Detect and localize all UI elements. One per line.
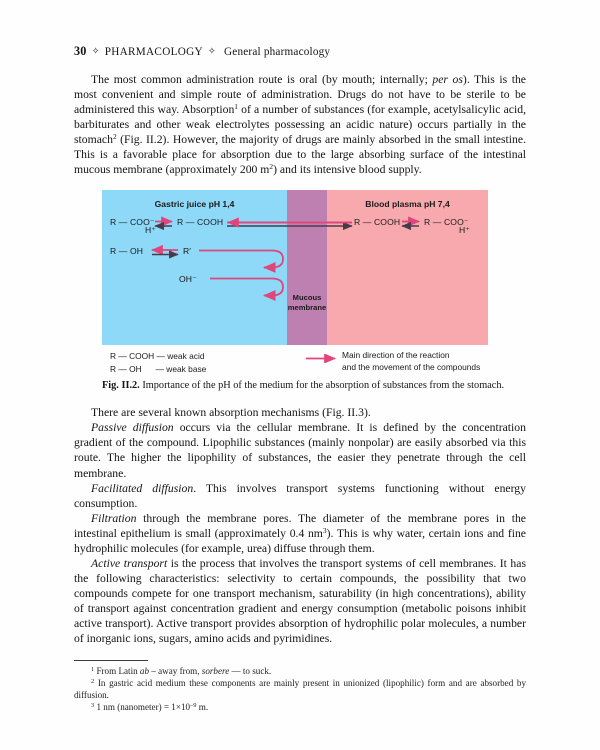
p6-text: is the process that involves the transport systems of cell membranes. It has the following characteristics: selectivity to certain compounds, the possibility that two compounds compete for one transport mechanism, saturability (in high concentrations), ability of transport against concentration gradient and energy consumption (metabolic poisons inhibit active transport). Active transport provides absorption of hydrophilic polar molecules, a number of inorganic ions, sugars, amino acids and pyrimidines. bbox=[74, 556, 526, 646]
p1-part-e: ) and its intensive blood supply. bbox=[273, 163, 422, 177]
p1-italic-per-os: per os bbox=[432, 73, 463, 86]
superscript-square-meters: 2 bbox=[269, 162, 274, 172]
chem-left-rprime: R′ bbox=[183, 245, 192, 256]
figure-ii-2 bbox=[74, 190, 526, 392]
footnote-3 bbox=[74, 702, 526, 714]
term-filtration: Filtration bbox=[91, 511, 137, 525]
panel-title-plasma: Blood plasma pH 7,4 bbox=[365, 199, 450, 210]
footnote-1-italic-sorbere: sorbere bbox=[201, 666, 230, 676]
p5-text-a: through the membrane pores. The diameter of the membrane pores in the intestinal epithelium is small (approximately 0.4 nm bbox=[74, 511, 526, 540]
footnote-rule bbox=[74, 660, 148, 661]
chem-right-acid: R — COOH bbox=[354, 217, 401, 228]
legend-arrow-line2: and the movement of the compounds bbox=[342, 361, 481, 372]
footnote-2-marker: 2 bbox=[91, 677, 95, 685]
membrane-label-line2: membrane bbox=[287, 302, 327, 312]
figure-legend bbox=[102, 350, 488, 376]
footnote-3-exponent: –9 bbox=[190, 701, 197, 709]
footnote-1-a: From Latin bbox=[94, 666, 140, 676]
footnote-3-marker: 3 bbox=[91, 701, 95, 709]
diagram-arrows bbox=[102, 190, 488, 345]
p1-part-b: ). This is the most convenient and simple route of administration. Drugs do not have to be sterile to be administered this way. Absorption bbox=[74, 73, 526, 117]
footnotes-block bbox=[74, 660, 526, 714]
footnote-1-b: – away from, bbox=[149, 666, 202, 676]
chem-right-anion: R — COO⁻ bbox=[424, 217, 469, 228]
figure-caption-label: Fig. II.2. bbox=[102, 380, 140, 392]
diagram-ph-absorption bbox=[102, 190, 488, 345]
p3-text: occurs via the cellular membrane. It is defined by the concentration gradient of the compound. Lipophilic substances (mainly nonpolar) are easily absorbed via this route. The higher the lipophility of substances, the easier they penetrate through the cell membrane. bbox=[74, 421, 526, 480]
membrane-label-line1: Mucous bbox=[292, 293, 322, 303]
p1-part-c: of a number of substances (for example, acetylsalicylic acid, barbiturates and other weak electrolytes possessing an acidic nature) occurs partially in the stomach bbox=[74, 103, 526, 147]
p1-part-d: (Fig. II.2). However, the majority of drugs are mainly absorbed in the small intestine. This is a favorable place for absorption due to the large absorbing surface of the intestinal mucous membrane (approximately 200 m bbox=[74, 133, 526, 177]
footnote-2 bbox=[74, 678, 526, 702]
running-head-subsection: General pharmacology bbox=[224, 46, 331, 58]
paragraph-facilitated-diffusion bbox=[74, 481, 526, 511]
footnote-1-marker: 1 bbox=[91, 666, 95, 673]
chem-left-hydroxide: OH⁻ bbox=[179, 274, 197, 285]
legend-arrow-line1: Main direction of the reaction bbox=[342, 350, 450, 361]
paragraph-active-transport bbox=[74, 556, 526, 646]
legend-key-weak-acid: R — COOH — weak acid bbox=[110, 351, 205, 362]
p4-text: . This involves transport systems functioning without energy consumption. bbox=[74, 481, 526, 510]
term-passive-diffusion: Passive diffusion bbox=[91, 421, 174, 435]
footnote-1-italic-ab: ab bbox=[139, 666, 150, 676]
diamond-separator-icon: ✧ bbox=[91, 47, 100, 57]
chem-left-base: R — OH bbox=[110, 245, 144, 256]
chem-left-anion: R — COO⁻ bbox=[110, 217, 155, 228]
chem-left-acid: R — COOH bbox=[177, 217, 224, 228]
footnote-3-a: 1 nm (nanometer) = 1×10 bbox=[94, 701, 191, 712]
paragraph-filtration bbox=[74, 511, 526, 556]
legend-key-weak-base: R — OH — weak base bbox=[110, 363, 207, 374]
legend-keys bbox=[110, 350, 206, 375]
panel-title-gastric: Gastric juice pH 1,4 bbox=[154, 199, 235, 210]
paragraph-mechanisms: There are several known absorption mechanisms (Fig. II.3). bbox=[91, 406, 371, 420]
running-head-section: PHARMACOLOGY bbox=[104, 46, 203, 58]
p5-text-b: ). This is why water, certain ions and fine hydrophilic molecules (for example, urea) diffuse through them. bbox=[74, 526, 526, 555]
figure-caption bbox=[102, 379, 554, 392]
running-head bbox=[74, 44, 526, 59]
footnote-1 bbox=[74, 666, 526, 678]
footnote-1-c: — to suck. bbox=[229, 666, 272, 676]
chem-right-hplus: H⁺ bbox=[459, 225, 470, 236]
chem-left-hplus: H⁺ bbox=[145, 225, 156, 236]
paragraph-intro bbox=[74, 72, 526, 177]
page-number: 30 bbox=[74, 44, 87, 58]
diamond-separator-icon-2: ✧ bbox=[207, 47, 217, 57]
term-facilitated-diffusion: Facilitated diffusion bbox=[91, 481, 194, 495]
legend-arrow-description bbox=[342, 350, 480, 373]
paragraph-passive-diffusion bbox=[74, 420, 526, 480]
legend-arrow-icon bbox=[305, 354, 339, 363]
figure-caption-text: Importance of the pH of the medium for the absorption of substances from the stomach. bbox=[139, 380, 505, 392]
term-active-transport: Active transport bbox=[91, 556, 168, 570]
page-content bbox=[74, 44, 526, 646]
footnote-marker-3: 3 bbox=[322, 525, 327, 535]
p1-part-a: The most common administration route is oral (by mouth; internally; bbox=[91, 73, 433, 86]
footnote-marker-2: 2 bbox=[112, 132, 117, 142]
footnote-3-b: m. bbox=[196, 701, 209, 712]
footnote-marker-1: 1 bbox=[234, 102, 238, 112]
footnote-2-text: In gastric acid medium these components are mainly present in unionized (lipophilic) form and are absorbed by diffusion. bbox=[74, 677, 526, 700]
